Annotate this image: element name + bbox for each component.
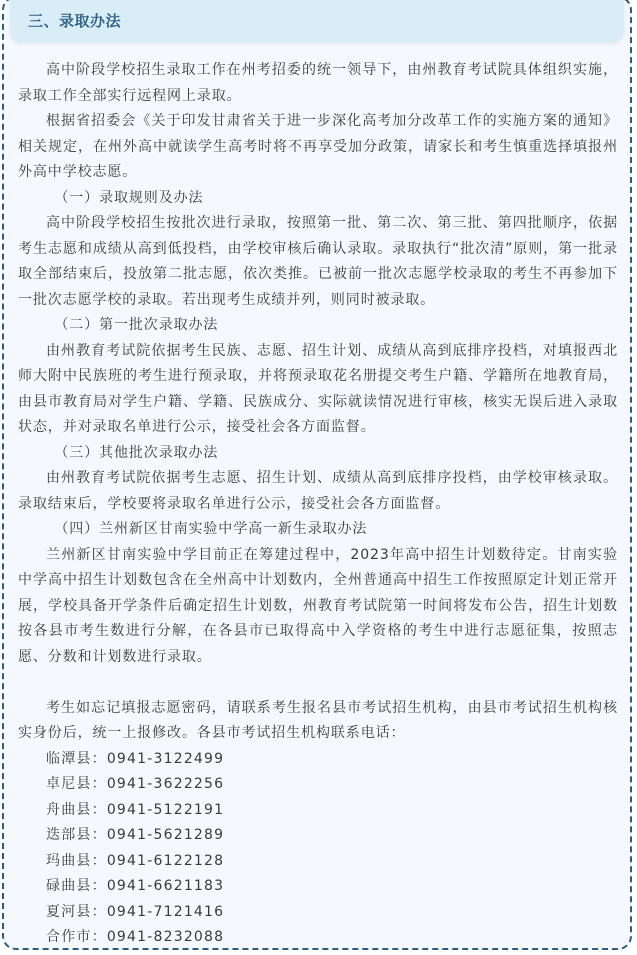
paragraph-other-batches: 由州教育考试院依据考生志愿、招生计划、成绩从高到底排序投档，由学校审核录取。录取结束后，学校要将录取名单进行公示，接受社会各方面监督。 [18,470,618,512]
county-name: 卓尼县： [46,776,107,792]
phone-number: 0941-6621183 [106,878,225,894]
contact-row [18,747,618,773]
county-name: 玛曲县： [46,852,107,869]
contact-row [18,874,618,900]
paragraph-rules: 高中阶段学校招生按批次进行录取，按照第一批、第二次、第三批、第四批顺序，依据考生志愿和成绩从高到低投档，由学校审核后确认录取。录取执行“批次清”原则，第一批录取全部结束后，投放第二批志愿，依次类推。已被前一批次志愿学校录取的考生不再参加下一批次志愿学校的录取。若出现考生成绩并列，则同时被录取。 [18,215,618,308]
county-name: 舟曲县： [46,801,107,818]
county-name: 迭部县： [46,827,107,843]
subheading-rules: （一）录取规则及办法 [54,189,204,206]
phone-number: 0941-5621289 [106,827,225,843]
contact-row [18,925,618,951]
contact-row [18,823,618,849]
phone-number: 0941-6122128 [106,852,225,869]
contact-row [18,849,618,875]
county-name: 合作市： [46,929,107,945]
phone-number: 0941-5122191 [106,801,225,818]
county-name: 临潭县： [46,750,107,767]
section-header [10,0,624,42]
paragraph-first-batch: 由州教育考试院依据考生民族、志愿、招生计划、成绩从高到底排序投档，对填报西北师大附中民族班的考生进行预录取，并将预录取花名册提交考生户籍、学籍所在地教育局，由县市教育局对学生户籍、学籍、民族成分、实际就读情况进行审核，核实无误后进入录取状态，并对录取名单进行公示，接受社会各方面监督。 [18,342,618,435]
paragraph-lanzhou-newarea: 兰州新区甘南实验中学目前正在筹建过程中，2023年高中招生计划数待定。甘南实验中学高中招生计划数包含在全州高中计划数内，全州普通高中招生工作按照原定计划正常开展，学校具备开学条件后确定招生计划数，州教育考试院第一时间将发布公告，招生计划数按各县市考生数进行分解，在各县市已取得高中入学资格的考生中进行志愿征集，按照志愿、分数和计划数进行录取。 [18,546,618,665]
phone-number: 0941-3622256 [106,776,225,792]
paragraph-policy: 根据省招委会《关于印发甘肃省关于进一步深化高考加分改革工作的实施方案的通知》相关规定，在州外高中就读学生高考时将不再享受加分政策，请家长和考生慎重选择填报州外高中学校志愿。 [18,113,618,180]
article-body [18,58,618,951]
phone-number: 0941-7121416 [106,903,225,920]
phone-number: 0941-8232088 [106,929,225,945]
section-title: 三、录取办法 [28,12,122,30]
subheading-first-batch: （二）第一批次录取办法 [54,317,219,333]
contact-list [18,747,618,951]
contact-row [18,900,618,926]
county-name: 碌曲县： [46,878,107,894]
spacer [18,670,618,696]
phone-number: 0941-3122499 [106,750,225,767]
subheading-other-batches: （三）其他批次录取办法 [54,444,219,461]
contact-row [18,772,618,798]
contact-row [18,798,618,824]
county-name: 夏河县： [46,903,107,920]
subheading-lanzhou-newarea: （四）兰州新区甘南实验中学高一新生录取办法 [54,521,368,537]
paragraph-intro: 高中阶段学校招生录取工作在州考招委的统一领导下，由州教育考试院具体组织实施，录取工作全部实行远程网上录取。 [18,62,618,104]
paragraph-password-contact: 考生如忘记填报志愿密码，请联系考生报名县市考试招生机构，由县市考试招生机构核实身份后，统一上报修改。各县市考试招生机构联系电话： [18,699,618,741]
